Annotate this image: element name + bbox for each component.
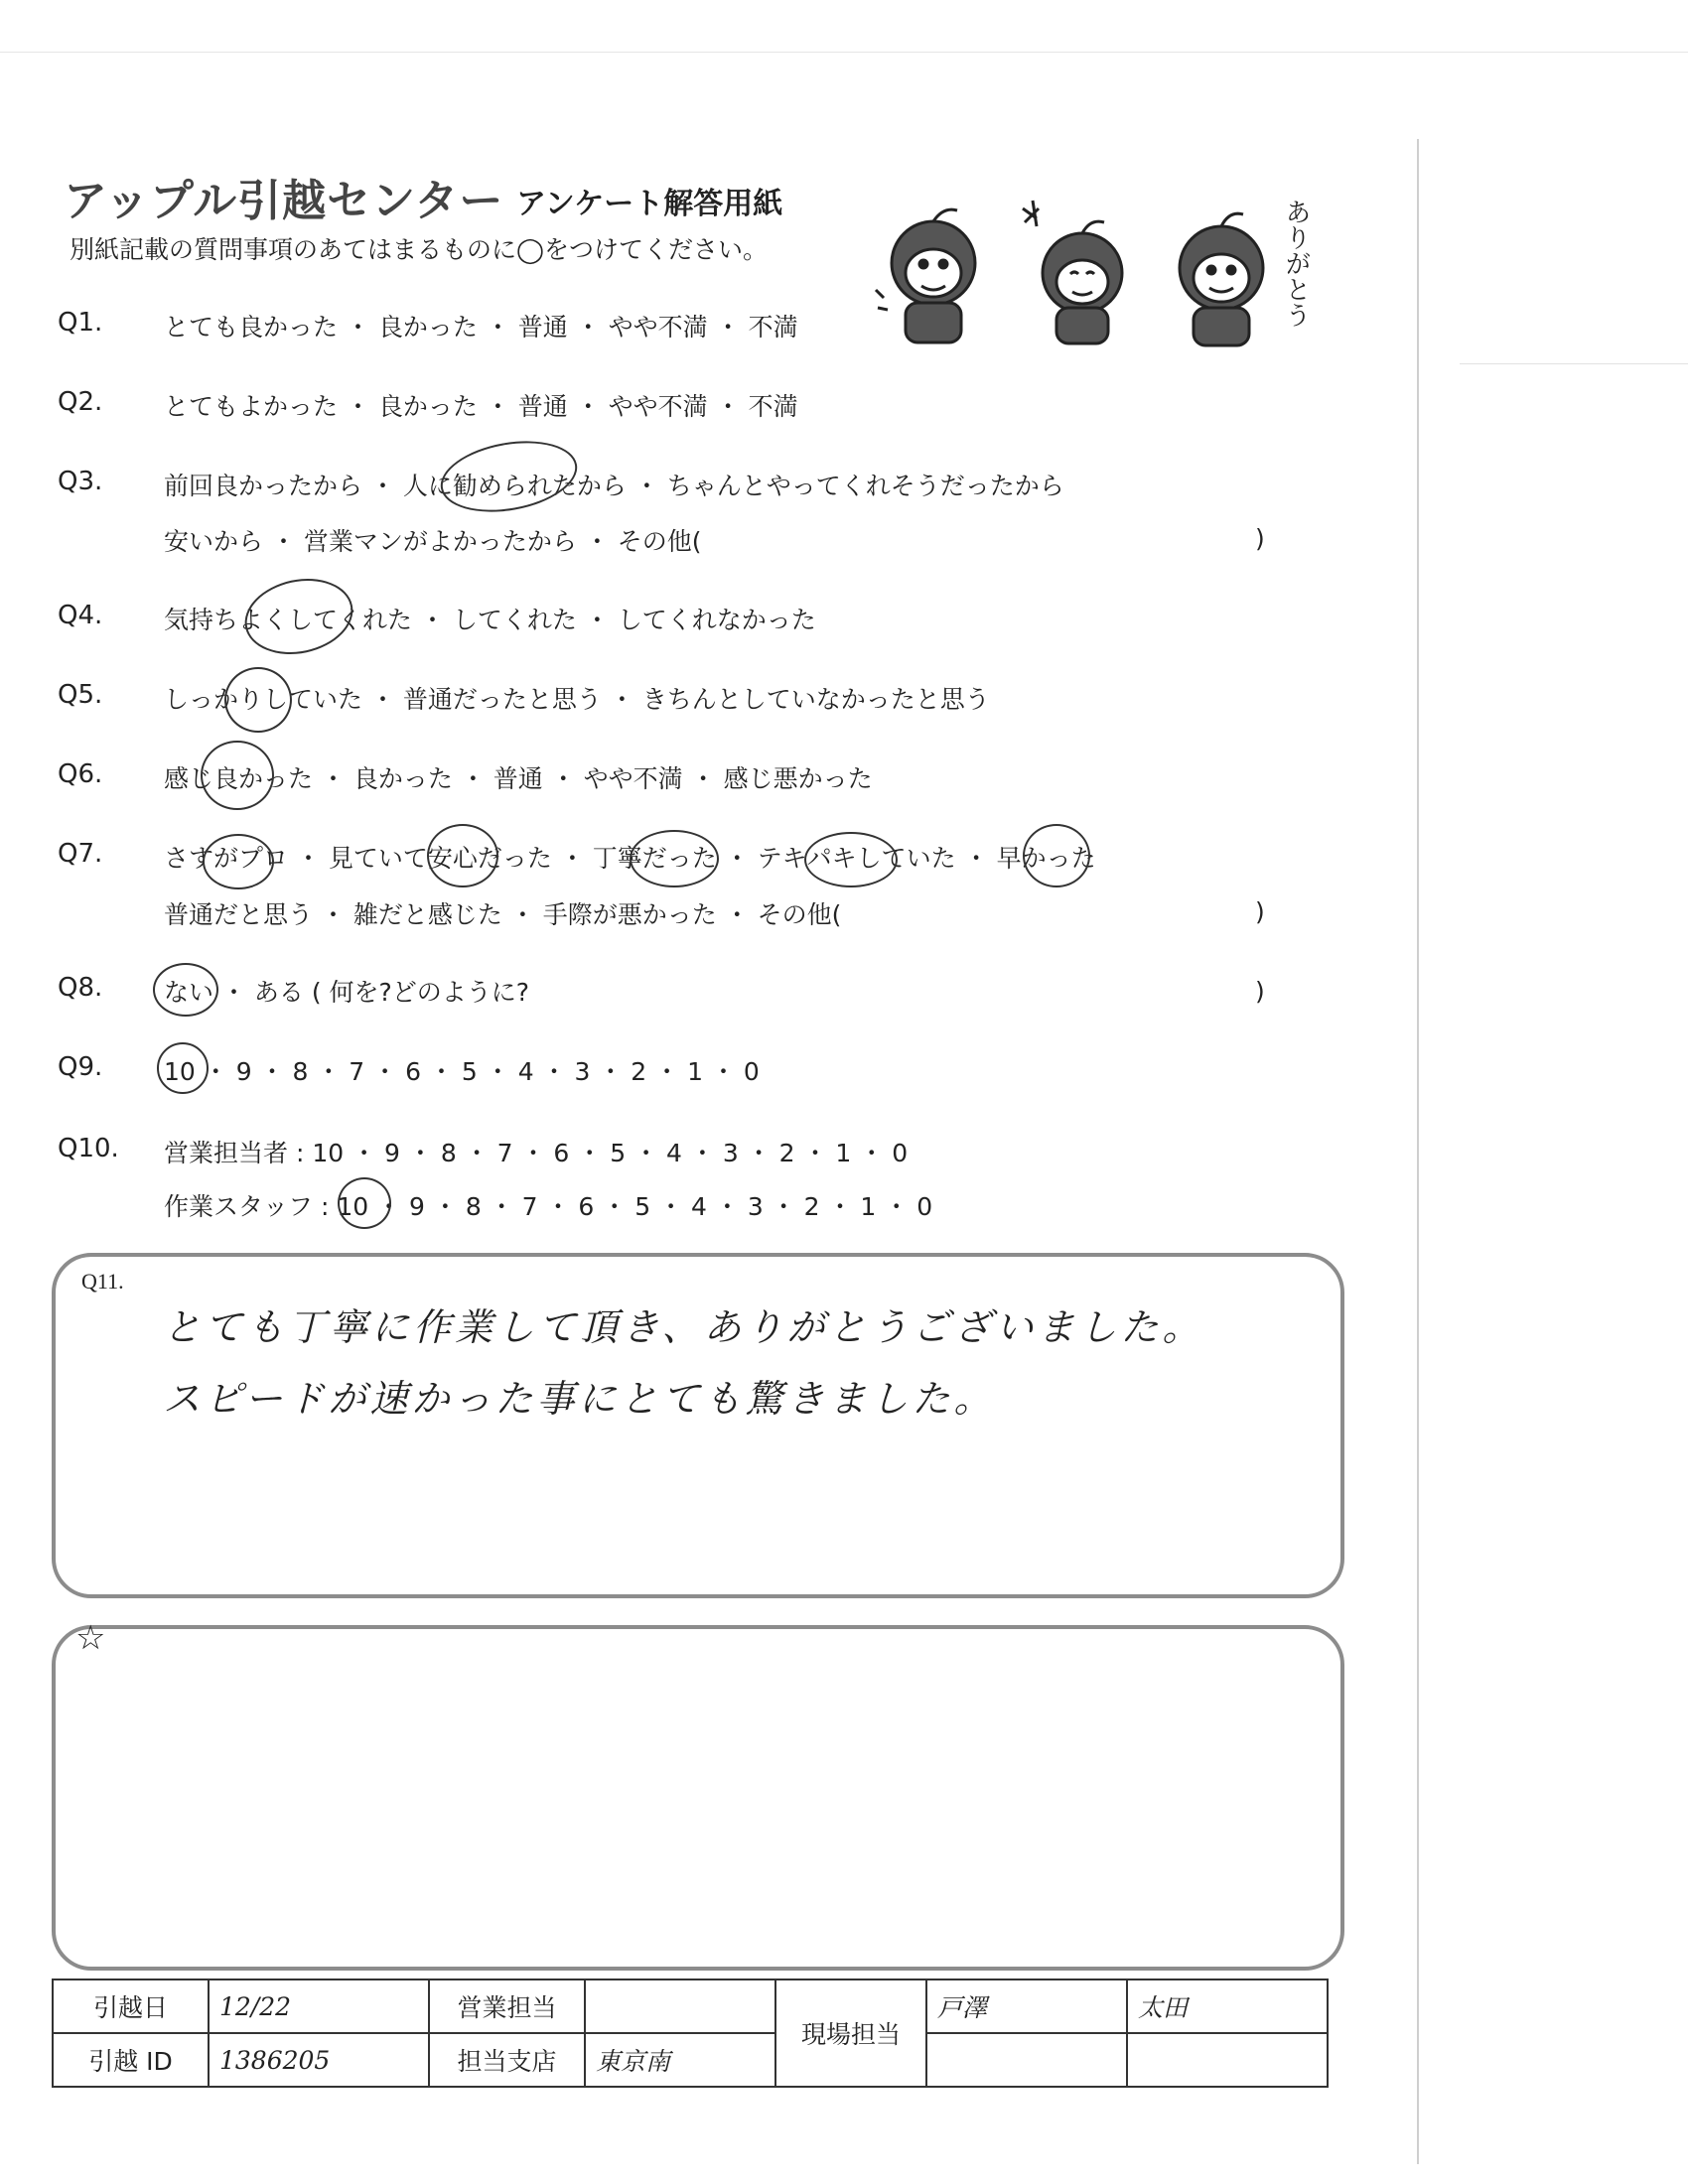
q9-selection-mark: [157, 1042, 209, 1094]
instruction-text: 別紙記載の質問事項のあてはまるものに◯をつけてください。: [70, 235, 768, 264]
q7-close-paren: ): [1255, 897, 1265, 926]
mascot-thanks-text: ありがとう: [1281, 199, 1311, 328]
q8-close-paren: ): [1255, 977, 1265, 1006]
q7-selection-mark-5: [1023, 824, 1090, 887]
star-icon: ☆: [75, 1618, 106, 1658]
q7-selection-mark-2: [427, 824, 498, 887]
q8-options[interactable]: ない ・ ある ( 何を?どのように?: [164, 978, 530, 1007]
q9-label: Q9.: [58, 1052, 103, 1082]
q1-options[interactable]: とても良かった ・ 良かった ・ 普通 ・ やや不満 ・ 不満: [164, 313, 798, 341]
move-date-value[interactable]: 12/22: [209, 1979, 429, 2033]
q10-selection-mark: [338, 1177, 391, 1229]
q2-options[interactable]: とてもよかった ・ 良かった ・ 普通 ・ やや不満 ・ 不満: [164, 392, 798, 421]
sales-label: 営業担当: [429, 1979, 585, 2033]
q10-staff-scale[interactable]: 作業スタッフ : 10 ・ 9 ・ 8 ・ 7 ・ 6 ・ 5 ・ 4 ・ 3 ・ 2 ・ 1 ・ 0: [164, 1192, 933, 1221]
sales-value[interactable]: [585, 1979, 775, 2033]
q10-sales-scale[interactable]: 営業担当者 : 10 ・ 9 ・ 8 ・ 7 ・ 6 ・ 5 ・ 4 ・ 3 ・ 2 ・ 1 ・ 0: [164, 1139, 909, 1167]
q4-label: Q4.: [58, 601, 103, 630]
move-id-label: 引越 ID: [53, 2033, 209, 2087]
site-staff-2[interactable]: 太田: [1127, 1979, 1328, 2033]
q7-selection-mark-4: [804, 832, 898, 887]
footer-info-table: [52, 1979, 1329, 2088]
q8-label: Q8.: [58, 973, 103, 1003]
q4-selection-mark: [238, 569, 360, 663]
q7-selection-mark-1: [203, 834, 274, 889]
q7-label: Q7.: [58, 839, 103, 869]
site-staff-label: 現場担当: [775, 1979, 926, 2087]
site-staff-1[interactable]: 戸澤: [926, 1979, 1127, 2033]
q6-options[interactable]: 感じ良かった ・ 良かった ・ 普通 ・ やや不満 ・ 感じ悪かった: [164, 764, 873, 793]
move-id-value[interactable]: 1386205: [209, 2033, 429, 2087]
q6-selection-mark: [201, 741, 274, 810]
move-date-label: 引越日: [53, 1979, 209, 2033]
monkey-icon: [876, 209, 975, 342]
right-margin-line: [1417, 139, 1419, 2164]
q4-options[interactable]: 気持ちよくしてくれた ・ してくれた ・ してくれなかった: [164, 606, 816, 634]
q3-selection-mark: [435, 431, 583, 521]
q10-label: Q10.: [58, 1134, 119, 1163]
site-staff-4[interactable]: [1127, 2033, 1328, 2087]
monkey-icon: [1180, 213, 1263, 345]
q1-label: Q1.: [58, 308, 103, 338]
right-margin-tick: [1460, 363, 1688, 364]
q3-label: Q3.: [58, 467, 103, 496]
branch-label: 担当支店: [429, 2033, 585, 2087]
q7-options-line2[interactable]: 普通だと思う ・ 雑だと感じた ・ 手際が悪かった ・ その他(: [164, 900, 842, 929]
q11-comment-line1: とても丁寧に作業して頂き、ありがとうございました。: [163, 1305, 1204, 1349]
q11-comment-line2: スピードが速かった事にとても驚きました。: [163, 1377, 996, 1421]
q5-options[interactable]: しっかりしていた ・ 普通だったと思う ・ きちんとしていなかったと思う: [164, 685, 990, 714]
q3-options-line2[interactable]: 安いから ・ 営業マンがよかったから ・ その他(: [164, 527, 702, 556]
q9-scale[interactable]: 10 ・ 9 ・ 8 ・ 7 ・ 6 ・ 5 ・ 4 ・ 3 ・ 2 ・ 1 ・ 0: [164, 1057, 760, 1086]
q5-selection-mark: [224, 667, 292, 733]
q6-label: Q6.: [58, 759, 103, 789]
mascot-illustration: [874, 179, 1321, 357]
top-rule: [0, 52, 1688, 53]
q11-label: Q11.: [81, 1269, 124, 1294]
q7-options-line1[interactable]: さすがプロ ・ 見ていて安心だった ・ 丁寧だった ・ テキパキしていた ・ 早かった: [164, 844, 1096, 873]
q8-selection-mark: [153, 963, 218, 1017]
monkey-icon: [1023, 201, 1122, 343]
q3-close-paren: ): [1255, 524, 1265, 553]
q5-label: Q5.: [58, 680, 103, 710]
q2-label: Q2.: [58, 387, 103, 417]
form-subtitle: アンケート解答用紙: [516, 187, 783, 221]
company-title: アップル引越センター: [64, 176, 504, 226]
q7-selection-mark-3: [630, 830, 719, 887]
site-staff-3[interactable]: [926, 2033, 1127, 2087]
branch-value[interactable]: 東京南: [585, 2033, 775, 2087]
extra-comment-box[interactable]: [52, 1625, 1344, 1971]
q3-options-line1[interactable]: 前回良かったから ・ 人に勧められたから ・ ちゃんとやってくれそうだったから: [164, 472, 1064, 500]
